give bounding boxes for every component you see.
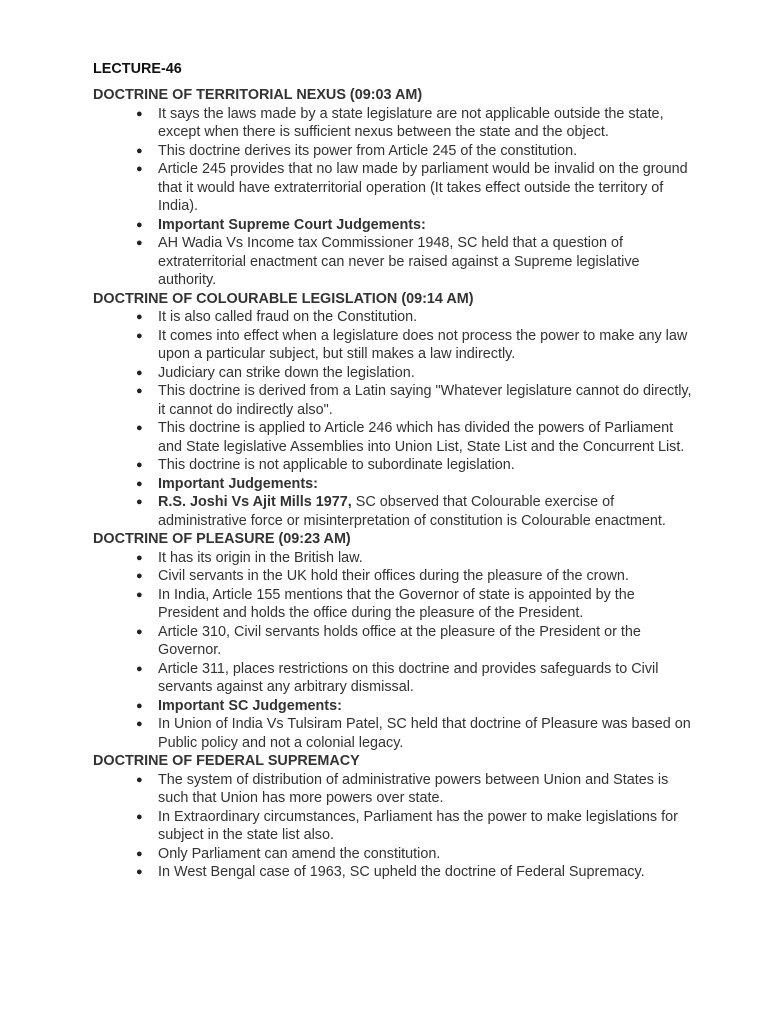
bullet-text: It has its origin in the British law.	[158, 549, 363, 566]
bullet-item	[93, 660, 693, 697]
bullet-list	[93, 105, 693, 290]
bullet-text: Article 310, Civil servants holds office at the pleasure of the President or the Governor.	[158, 623, 641, 658]
bullet-dot-icon: ●	[136, 496, 143, 508]
bullet-dot-icon: ●	[136, 662, 143, 675]
bullet-dot-icon: ●	[136, 107, 143, 120]
bullet-text: It is also called fraud on the Constitution.	[158, 309, 418, 325]
bullet-bold-text: Important Judgements:	[158, 475, 318, 492]
bullet-item	[93, 234, 693, 290]
lecture-title: LECTURE-46	[93, 61, 182, 77]
bullet-item	[93, 586, 693, 623]
bullet-dot-icon: ●	[136, 329, 143, 342]
bullet-dot-icon: ●	[136, 699, 143, 712]
bullet-item	[93, 105, 693, 142]
bullet-text: In Extraordinary circumstances, Parliament has the power to make legislations for subject in the state list also.	[158, 808, 678, 843]
document-page	[93, 60, 693, 882]
bullet-item	[93, 771, 693, 808]
bullet-text: In West Bengal case of 1963, SC upheld the doctrine of Federal Supremacy.	[158, 864, 645, 880]
bullet-item	[93, 697, 693, 716]
bullet-dot-icon: ●	[136, 718, 143, 730]
bullet-dot-icon: ●	[136, 625, 143, 638]
section-heading: DOCTRINE OF TERRITORIAL NEXUS (09:03 AM)	[93, 87, 423, 103]
bullet-text: Only Parliament can amend the constitution.	[158, 845, 441, 862]
bullet-dot-icon: ●	[136, 570, 143, 582]
bullet-item	[93, 142, 693, 161]
bullet-text: SC observed that Colourable exercise of administrative force or misinterpretation of constitution is Colourable enactment.	[158, 494, 666, 529]
bullet-item	[93, 493, 693, 530]
bullet-item	[93, 808, 693, 845]
bullet-text: Article 245 provides that no law made by parliament would be invalid on the ground that it would have extraterritorial operation (It takes effect outside the territory of India).	[158, 161, 688, 214]
bullet-text: It says the laws made by a state legislature are not applicable outside the state, except when there is sufficient nexus between the state and the object.	[158, 105, 664, 140]
bullet-item	[93, 549, 693, 568]
bullet-dot-icon: ●	[136, 422, 143, 434]
bullet-bold-text: R.S. Joshi Vs Ajit Mills 1977,	[158, 494, 352, 510]
bullet-text: AH Wadia Vs Income tax Commissioner 1948, SC held that a question of extraterritorial enactment can never be raised against a Supreme legislative authority.	[158, 235, 640, 288]
bullet-item	[93, 456, 693, 475]
doctrine-section	[93, 530, 693, 752]
bullet-dot-icon: ●	[136, 810, 143, 823]
bullet-item	[93, 845, 693, 864]
bullet-bold-text: Important Supreme Court Judgements:	[158, 216, 426, 233]
bullet-text: This doctrine is applied to Article 246 which has divided the powers of Parliament and State legislative Assemblies into Union List, State List and the Concurrent List.	[158, 420, 685, 455]
doctrine-section	[93, 290, 693, 531]
bullet-text: Civil servants in the UK hold their offices during the pleasure of the crown.	[158, 568, 629, 584]
bullet-dot-icon: ●	[136, 218, 143, 231]
bullet-dot-icon: ●	[136, 866, 143, 878]
bullet-list	[93, 308, 693, 530]
bullet-item	[93, 308, 693, 327]
bullet-dot-icon: ●	[136, 311, 143, 323]
bullet-bold-text: Important SC Judgements:	[158, 697, 342, 714]
bullet-item	[93, 160, 693, 216]
bullet-item	[93, 623, 693, 660]
bullet-item	[93, 863, 693, 882]
doctrine-section	[93, 752, 693, 882]
bullet-item	[93, 419, 693, 456]
bullet-list	[93, 771, 693, 882]
bullet-dot-icon: ●	[136, 385, 143, 397]
bullet-item	[93, 216, 693, 235]
bullet-dot-icon: ●	[136, 847, 143, 860]
bullet-item	[93, 364, 693, 383]
section-heading: DOCTRINE OF FEDERAL SUPREMACY	[93, 753, 360, 769]
bullet-text: The system of distribution of administrative powers between Union and States is such that Union has more powers over state.	[158, 771, 669, 806]
bullet-list	[93, 549, 693, 753]
bullet-dot-icon: ●	[136, 477, 143, 490]
sections-container	[93, 86, 693, 882]
bullet-text: In India, Article 155 mentions that the Governor of state is appointed by the President and holds the office during the pleasure of the President.	[158, 586, 635, 621]
bullet-text: It comes into effect when a legislature does not process the power to make any law upon a particular subject, but still makes a law indirectly.	[158, 327, 688, 362]
bullet-item	[93, 567, 693, 586]
bullet-item	[93, 327, 693, 364]
bullet-dot-icon: ●	[136, 551, 143, 564]
bullet-text: In Union of India Vs Tulsiram Patel, SC held that doctrine of Pleasure was based on Public policy and not a colonial legacy.	[158, 716, 691, 751]
bullet-dot-icon: ●	[136, 163, 143, 175]
bullet-text: This doctrine is derived from a Latin saying "Whatever legislature cannot do directly, it cannot do indirectly also".	[158, 383, 692, 418]
section-heading: DOCTRINE OF PLEASURE (09:23 AM)	[93, 531, 351, 547]
bullet-dot-icon: ●	[136, 588, 143, 601]
bullet-dot-icon: ●	[136, 144, 143, 157]
bullet-dot-icon: ●	[136, 773, 143, 786]
bullet-text: This doctrine is not applicable to subordinate legislation.	[158, 457, 515, 473]
bullet-text: Article 311, places restrictions on this doctrine and provides safeguards to Civil servants against any arbitrary dismissal.	[158, 660, 659, 695]
bullet-text: Judiciary can strike down the legislation.	[158, 364, 415, 381]
bullet-item	[93, 475, 693, 494]
doctrine-section	[93, 86, 693, 290]
bullet-dot-icon: ●	[136, 459, 143, 471]
bullet-item	[93, 715, 693, 752]
section-heading: DOCTRINE OF COLOURABLE LEGISLATION (09:14 AM)	[93, 290, 474, 307]
bullet-item	[93, 382, 693, 419]
bullet-text: This doctrine derives its power from Article 245 of the constitution.	[158, 142, 578, 159]
bullet-dot-icon: ●	[136, 366, 143, 379]
bullet-dot-icon: ●	[136, 237, 143, 249]
